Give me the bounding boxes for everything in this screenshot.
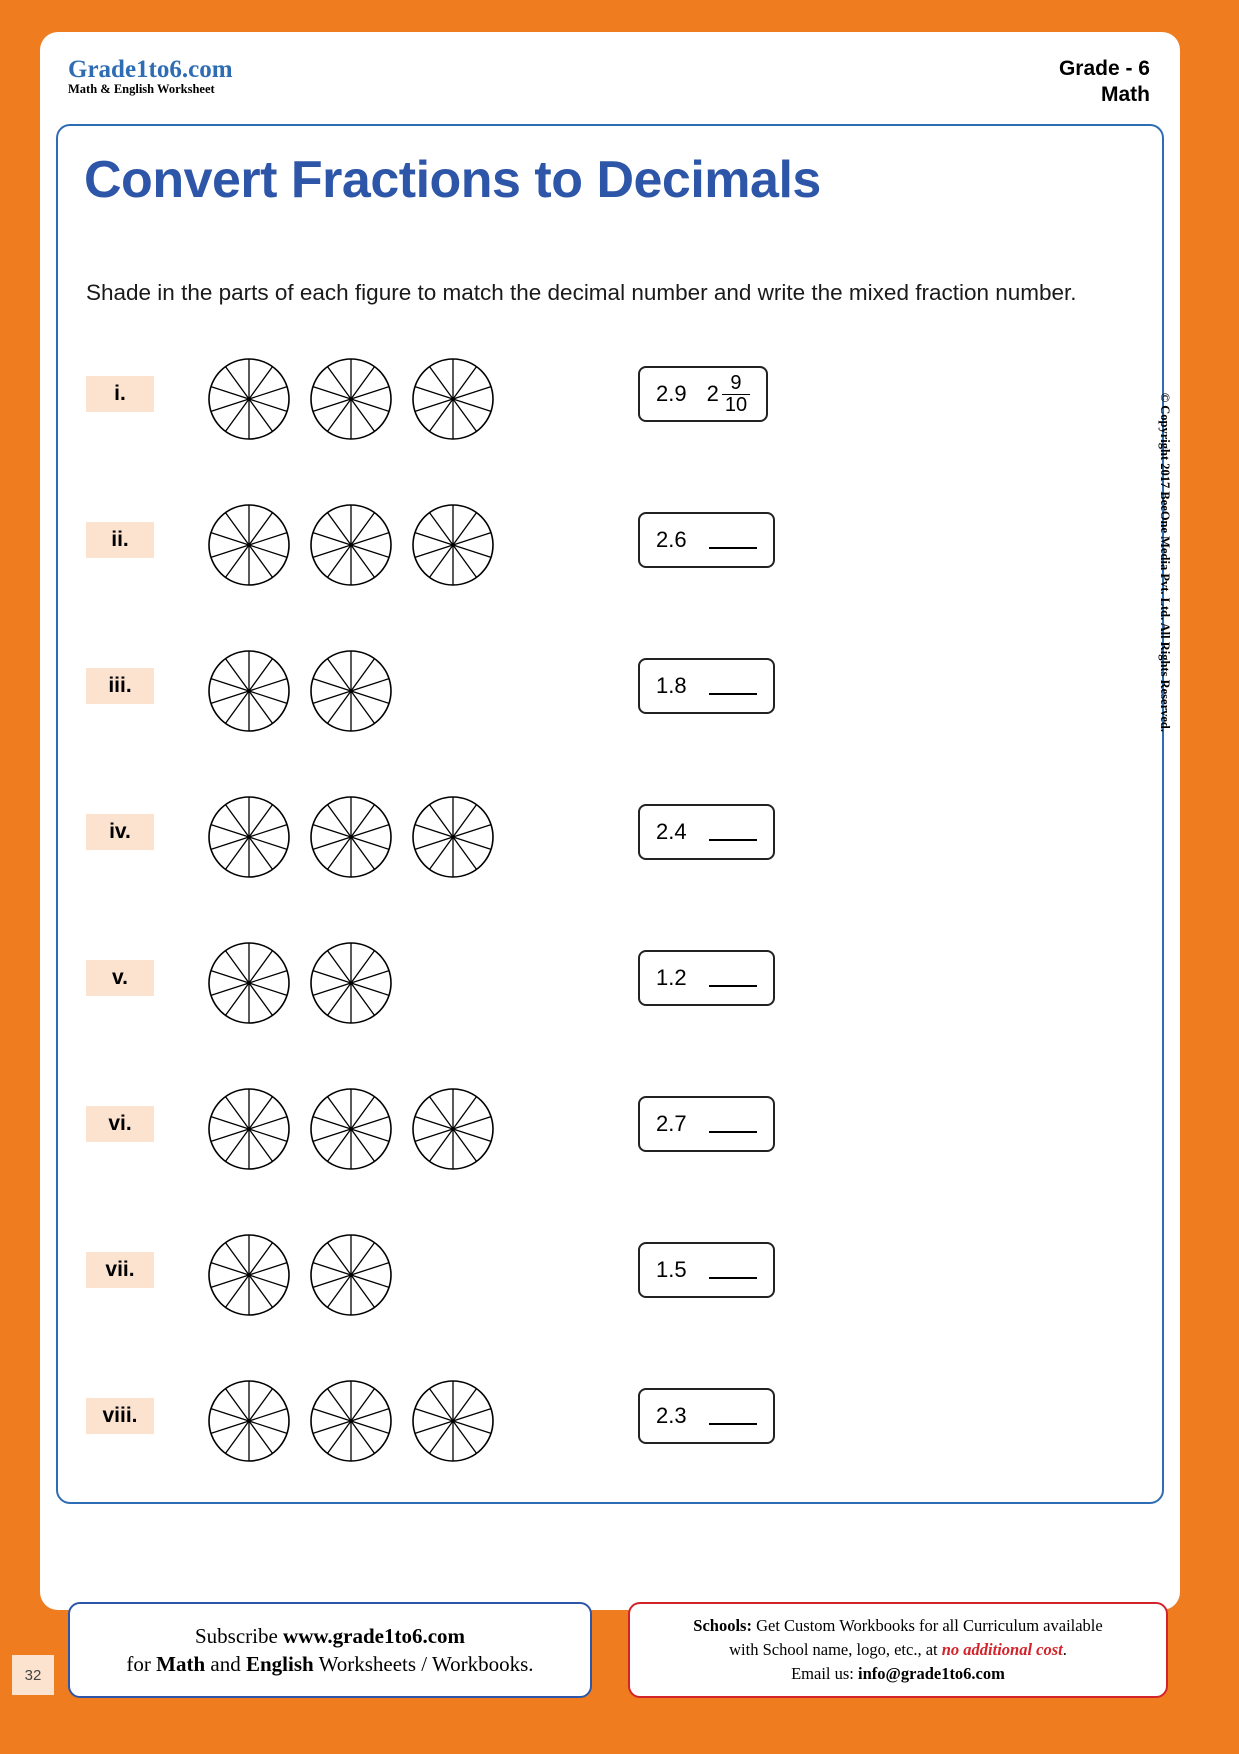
decimal-value: 2.7 bbox=[656, 1111, 687, 1136]
mixed-fraction-answer bbox=[707, 373, 751, 416]
schools-text-2-pre: with School name, logo, etc., at bbox=[729, 1640, 942, 1660]
problem-label: v. bbox=[86, 960, 154, 996]
problem-label: iv. bbox=[86, 814, 154, 850]
problem-label: iii. bbox=[86, 668, 154, 704]
fraction-circles bbox=[206, 1086, 496, 1172]
fraction-circle-icon[interactable] bbox=[308, 1086, 394, 1172]
answer-box[interactable] bbox=[638, 1242, 775, 1298]
problem-row bbox=[58, 1230, 1162, 1376]
problem-label: viii. bbox=[86, 1398, 154, 1434]
page-number: 32 bbox=[12, 1655, 54, 1695]
schools-line-3 bbox=[791, 1662, 1005, 1686]
schools-text-2-post: . bbox=[1062, 1640, 1067, 1660]
problem-row bbox=[58, 1084, 1162, 1230]
fraction-circle-icon[interactable] bbox=[206, 940, 292, 1026]
answer-box[interactable] bbox=[638, 512, 775, 568]
fraction-circles bbox=[206, 1232, 394, 1318]
problem-row bbox=[58, 646, 1162, 792]
worksheet-page bbox=[40, 32, 1180, 1610]
subscribe-prefix: Subscribe bbox=[194, 1623, 284, 1648]
fraction-circle-icon[interactable] bbox=[410, 1086, 496, 1172]
mixed-whole: 2 bbox=[706, 381, 719, 406]
fraction-circle-icon[interactable] bbox=[206, 1232, 292, 1318]
decimal-value: 2.4 bbox=[656, 819, 687, 844]
schools-email-label: Email us: bbox=[791, 1663, 859, 1683]
problem-row bbox=[58, 792, 1162, 938]
fraction-circle-icon[interactable] bbox=[410, 794, 496, 880]
decimal-value: 1.5 bbox=[656, 1257, 687, 1282]
schools-line-2 bbox=[729, 1638, 1067, 1662]
fraction-circles bbox=[206, 502, 496, 588]
fraction-circles bbox=[206, 356, 496, 442]
answer-blank-line[interactable] bbox=[709, 1115, 757, 1133]
schools-line-1 bbox=[693, 1614, 1102, 1638]
problem-list bbox=[58, 354, 1162, 1522]
fraction-circles bbox=[206, 1378, 496, 1464]
problem-label: vii. bbox=[86, 1252, 154, 1288]
brand-logo bbox=[68, 56, 233, 97]
grade-subject-block bbox=[1059, 56, 1150, 109]
fraction-circle-icon[interactable] bbox=[308, 648, 394, 734]
fraction-circle-icon[interactable] bbox=[410, 1378, 496, 1464]
decimal-value: 2.3 bbox=[656, 1403, 687, 1428]
answer-blank-line[interactable] bbox=[709, 1261, 757, 1279]
answer-box[interactable] bbox=[638, 366, 768, 422]
subject-label: Math bbox=[1101, 83, 1150, 107]
fraction-circle-icon[interactable] bbox=[410, 502, 496, 588]
problem-label: vi. bbox=[86, 1106, 154, 1142]
brand-name: Grade1to6.com bbox=[68, 56, 233, 83]
answer-box[interactable] bbox=[638, 804, 775, 860]
decimal-value: 2.6 bbox=[656, 527, 687, 552]
subscribe-line-2: for Math and English Worksheets / Workbooks. bbox=[126, 1652, 534, 1676]
answer-box[interactable] bbox=[638, 1096, 775, 1152]
problem-row bbox=[58, 500, 1162, 646]
fraction bbox=[722, 373, 750, 416]
problem-label: ii. bbox=[86, 522, 154, 558]
subscribe-box bbox=[68, 1602, 592, 1698]
problem-row bbox=[58, 354, 1162, 500]
fraction-circle-icon[interactable] bbox=[206, 794, 292, 880]
fraction-circle-icon[interactable] bbox=[308, 356, 394, 442]
decimal-value: 1.2 bbox=[656, 965, 687, 990]
fraction-circle-icon[interactable] bbox=[206, 648, 292, 734]
answer-blank-line[interactable] bbox=[709, 1407, 757, 1425]
copyright-notice: © Copyright 2017 BeeOne Media Pvt. Ltd. All Rights Reserved. bbox=[1158, 392, 1172, 732]
schools-label: Schools: bbox=[693, 1616, 752, 1636]
fraction-circle-icon[interactable] bbox=[206, 1086, 292, 1172]
answer-box[interactable] bbox=[638, 658, 775, 714]
worksheet-body bbox=[56, 124, 1164, 1504]
fraction-circles bbox=[206, 648, 394, 734]
problem-label: i. bbox=[86, 376, 154, 412]
fraction-circle-icon[interactable] bbox=[206, 1378, 292, 1464]
fraction-circle-icon[interactable] bbox=[308, 1232, 394, 1318]
fraction-circle-icon[interactable] bbox=[308, 940, 394, 1026]
fraction-circle-icon[interactable] bbox=[410, 356, 496, 442]
decimal-value: 2.9 bbox=[656, 381, 687, 406]
schools-email[interactable]: info@grade1to6.com bbox=[858, 1663, 1005, 1683]
answer-box[interactable] bbox=[638, 950, 775, 1006]
instructions-text: Shade in the parts of each figure to match the decimal number and write the mixed fraction number. bbox=[86, 280, 1077, 305]
grade-label: Grade - 6 bbox=[1058, 57, 1150, 80]
schools-box bbox=[628, 1602, 1168, 1698]
page-title: Convert Fractions to Decimals bbox=[84, 151, 821, 209]
answer-blank-line[interactable] bbox=[709, 969, 757, 987]
brand-tagline: Math & English Worksheet bbox=[68, 82, 215, 96]
fraction-denominator: 10 bbox=[722, 394, 750, 416]
subscribe-site[interactable]: www.grade1to6.com bbox=[283, 1623, 466, 1648]
fraction-circle-icon[interactable] bbox=[308, 502, 394, 588]
schools-no-cost: no additional cost bbox=[941, 1640, 1063, 1660]
fraction-circle-icon[interactable] bbox=[206, 356, 292, 442]
answer-blank-line[interactable] bbox=[709, 677, 757, 695]
problem-row bbox=[58, 938, 1162, 1084]
answer-blank-line[interactable] bbox=[709, 531, 757, 549]
schools-text-1: Get Custom Workbooks for all Curriculum available bbox=[751, 1616, 1103, 1636]
fraction-circle-icon[interactable] bbox=[206, 502, 292, 588]
fraction-circle-icon[interactable] bbox=[308, 1378, 394, 1464]
fraction-circle-icon[interactable] bbox=[308, 794, 394, 880]
fraction-numerator: 9 bbox=[730, 371, 742, 394]
answer-blank-line[interactable] bbox=[709, 823, 757, 841]
fraction-circles bbox=[206, 940, 394, 1026]
problem-row bbox=[58, 1376, 1162, 1522]
answer-box[interactable] bbox=[638, 1388, 775, 1444]
fraction-circles bbox=[206, 794, 496, 880]
decimal-value: 1.8 bbox=[656, 673, 687, 698]
subscribe-line-1 bbox=[195, 1622, 465, 1650]
